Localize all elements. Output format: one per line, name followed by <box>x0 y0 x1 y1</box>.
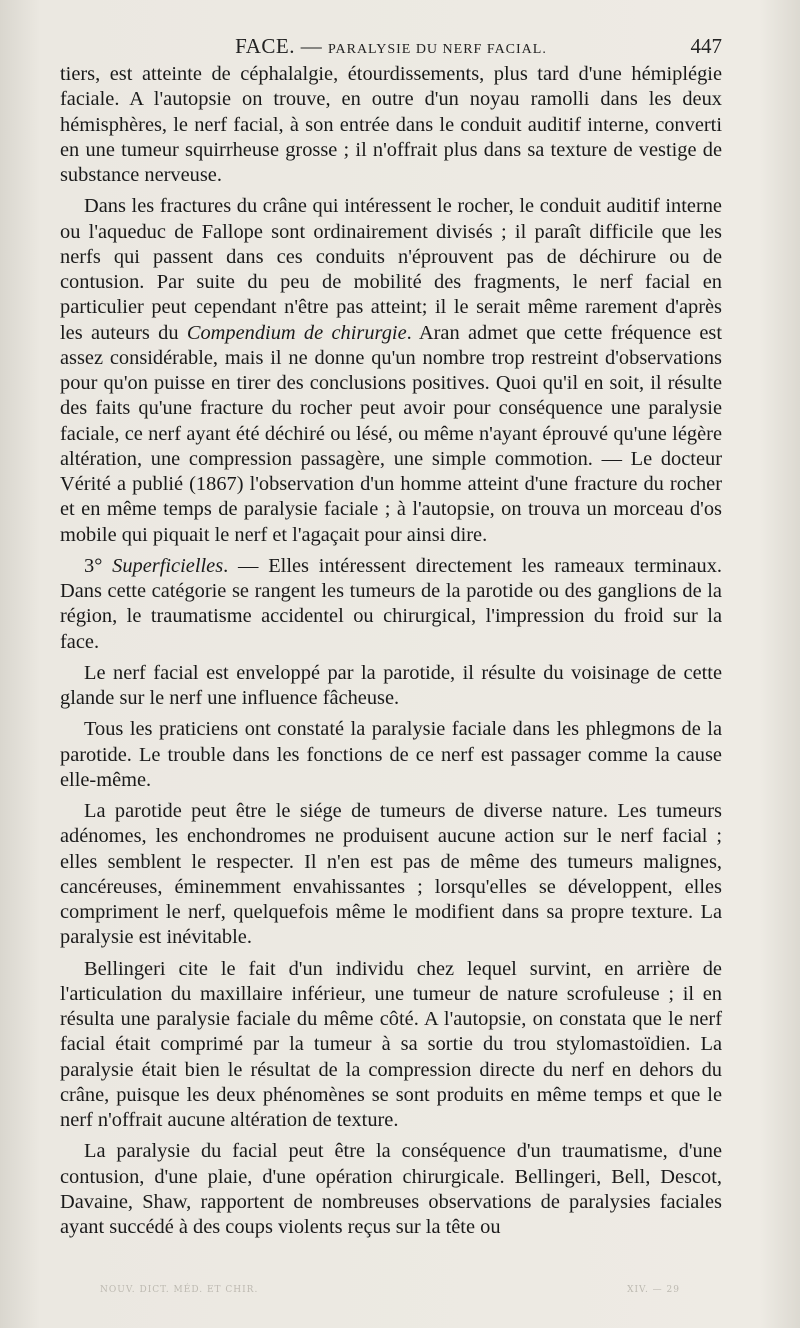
paragraph-fractures <box>60 194 722 548</box>
paragraph-fractures-part2: . Aran admet que cette fréquence est assez considérable, mais il ne donne qu'un nombre trop restreint d'observations pour qu'on puisse en tirer des conclusions positives. Quoi qu'il en soit, il résulte des faits qu'une fracture du rocher peut avoir pour conséquence une paralysie faciale, ce nerf ayant été déchiré ou lésé, ou même n'ayant éprouvé qu'une légère altération, une compression passagère, une simple commotion. — Le docteur Vérité a publié (1867) l'observation d'un homme atteint d'une fracture du rocher et en même temps de paralysie faciale ; à l'autopsie, on trouva un morceau d'os mobile qui piquait le nerf et l'agaçait pour ainsi dire. <box>60 321 722 546</box>
paragraph-bellingeri: Bellingeri cite le fait d'un individu chez lequel survint, en arrière de l'articulation du maxillaire inférieur, une tumeur de nature scrofuleuse ; il en résulta une paralysie faciale du même côté. A l'autopsie, on constata que le nerf facial était comprimé par la tumeur à sa sortie du trou stylomastoïdien. La paralysie était bien le résultat de la compression directe du nerf en dehors du crâne, puisque les deux phénomènes se sont produits en même temps et que le nerf n'offrait aucune altération de texture. <box>60 957 722 1131</box>
paragraph-fractures-part1: Dans les fractures du crâne qui intéressent le rocher, le conduit auditif interne ou l'aqueduc de Fallope sont ordinairement divisés ; il paraît difficile que les nerfs qui passent dans ces conduits n'éprouvent pas de déchirure ou de contusion. Par suite du peu de mobilité des fragments, le nerf facial en particulier peut cependant n'être pas atteint; il le serait même rarement d'après les auteurs du <box>60 195 722 344</box>
paragraph-superficielles <box>60 554 722 655</box>
paragraph-traumatisme: La paralysie du facial peut être la conséquence d'un traumatisme, d'une contusion, d'une plaie, d'une opération chirurgicale. Bellingeri, Bell, Descot, Davaine, Shaw, rapportent de nombreuses observations de paralysies faciales ayant succédé à des coups violents reçus sur la tête ou <box>60 1140 722 1238</box>
page-footer-signature <box>100 1285 720 1295</box>
page-number: 447 <box>690 34 722 58</box>
paragraph-superficielles-text: . — Elles intéressent directement les rameaux terminaux. Dans cette catégorie se rangent les tumeurs de la parotide ou des ganglions de la région, le traumatisme accidentel ou chirurgical, l'impression du froid sur la face. <box>60 554 722 653</box>
header-title <box>60 34 722 59</box>
paragraph-tumeurs: La parotide peut être le siége de tumeurs de diverse nature. Les tumeurs adénomes, les enchondromes ne produisent aucune action sur le nerf facial ; elles semblent le respecter. Il n'en est pas de même des tumeurs malignes, cancéreuses, éminemment envahissantes ; lorsqu'elles se développent, elles compriment le nerf, quelquefois même le modifient dans sa propre texture. La paralysie est inévitable. <box>60 800 722 949</box>
footer-left: NOUV. DICT. MÉD. ET CHIR. <box>100 1285 259 1295</box>
paragraph-parotide-enveloppe: Le nerf facial est enveloppé par la parotide, il résulte du voisinage de cette glande sur le nerf une influence fâcheuse. <box>60 661 722 709</box>
header-title-main: FACE. — <box>235 34 328 58</box>
paragraph-superficielles-number: 3° <box>84 554 113 577</box>
section-heading-superficielles: Superficielles <box>112 554 224 577</box>
paragraph-continued: tiers, est atteinte de céphalalgie, étourdissements, plus tard d'une hémiplégie faciale. A l'autopsie on trouve, en outre d'un noyau ramolli dans les deux hémisphères, le nerf facial, à son entrée dans le conduit auditif interne, converti en une tumeur squirrheuse grosse ; il n'offrait plus dans sa texture de vestige de substance nerveuse. <box>60 63 722 186</box>
header-title-subject: PARALYSIE DU NERF FACIAL. <box>328 42 547 57</box>
footer-right: XIV. — 29 <box>627 1285 680 1295</box>
paragraph-phlegmons: Tous les praticiens ont constaté la paralysie faciale dans les phlegmons de la parotide. Le trouble dans les fonctions de ce nerf est passager comme la cause elle-même. <box>60 718 722 791</box>
running-header <box>60 34 722 64</box>
book-title-compendium: Compendium de chirurgie <box>186 321 407 344</box>
body-text <box>60 62 722 1246</box>
